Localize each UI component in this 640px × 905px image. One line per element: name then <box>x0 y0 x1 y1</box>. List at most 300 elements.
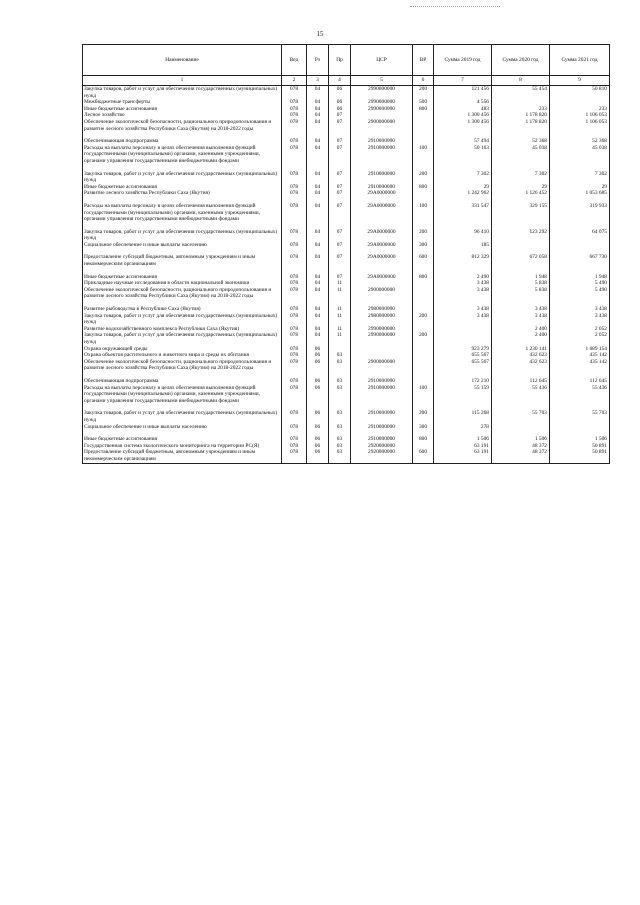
row-sum-2019: 1 242 962 <box>434 190 492 197</box>
row-csr: 2910000000 <box>351 138 413 145</box>
row-csr: 2910000000 <box>351 171 413 184</box>
table-row <box>83 99 610 106</box>
row-sum-2019: 96 410 <box>434 229 492 242</box>
row-ved: 078 <box>282 306 307 313</box>
budget-table <box>82 44 610 464</box>
row-vr <box>413 119 434 132</box>
row-sum-2019: 63 191 <box>434 443 492 450</box>
row-sum-2020: 432 623 <box>492 359 550 372</box>
table-row <box>83 119 610 132</box>
row-sum-2021: 1 053 685 <box>550 190 610 197</box>
row-csr <box>351 112 413 119</box>
row-pr: 03 <box>329 449 351 463</box>
row-ved: 078 <box>282 313 307 326</box>
row-sum-2020: 1 126 452 <box>492 190 550 197</box>
row-pr: 06 <box>329 99 351 106</box>
row-sum-2021: 52 368 <box>550 138 610 145</box>
table-row <box>83 138 610 145</box>
row-rz: 06 <box>307 385 329 405</box>
row-vr <box>413 443 434 450</box>
row-name: Расходы на выплаты персоналу в целях обеспечения выполнения функций государственными (муниципальными) органами, казенными учреждениями, органами управления государственными внебюджетными фондами <box>83 385 282 405</box>
row-csr: 29А0000000 <box>351 190 413 197</box>
row-name: Межбюджетные трансферты <box>83 99 282 106</box>
row-rz: 04 <box>307 145 329 165</box>
row-rz: 06 <box>307 424 329 431</box>
row-sum-2020: 112 645 <box>492 378 550 385</box>
table-row <box>83 385 610 405</box>
row-ved: 078 <box>282 119 307 132</box>
col-number: 4 <box>329 76 351 86</box>
row-vr: 100 <box>413 145 434 165</box>
row-ved: 078 <box>282 359 307 372</box>
row-sum-2019: 2 490 <box>434 274 492 281</box>
row-sum-2021: 1 689 154 <box>550 346 610 353</box>
row-sum-2019: 483 <box>434 106 492 113</box>
table-header-row <box>83 45 610 76</box>
row-name: Обеспечение экологической безопасности, рационального природопользования и развитие лесного хозяйства Республики Саха (Якутия) на 2018-2022 годы <box>83 359 282 372</box>
row-sum-2019 <box>434 326 492 333</box>
table-row <box>83 306 610 313</box>
table-row <box>83 313 610 326</box>
row-sum-2021: 3 438 <box>550 306 610 313</box>
row-ved: 078 <box>282 138 307 145</box>
row-pr: 03 <box>329 352 351 359</box>
row-pr: 07 <box>329 274 351 281</box>
row-sum-2019: 4 556 <box>434 99 492 106</box>
row-vr <box>413 378 434 385</box>
row-vr: 300 <box>413 242 434 249</box>
row-name: Обеспечение экологической безопасности, рационального природопользования и развитие лесного хозяйства Республики Саха (Якутия) на 2018-2022 годы <box>83 287 282 300</box>
row-rz: 04 <box>307 171 329 184</box>
row-csr <box>351 346 413 353</box>
row-sum-2020: 45 038 <box>492 145 550 165</box>
row-rz: 04 <box>307 138 329 145</box>
row-rz: 06 <box>307 443 329 450</box>
header-rz: Рз <box>307 45 329 76</box>
row-sum-2020: 48 372 <box>492 443 550 450</box>
col-number: 5 <box>351 76 413 86</box>
row-ved: 078 <box>282 145 307 165</box>
row-sum-2019: 3 438 <box>434 287 492 300</box>
row-vr <box>413 287 434 300</box>
row-pr <box>329 346 351 353</box>
row-name: Расходы на выплаты персоналу в целях обеспечения выполнения функций государственными (муниципальными) органами, казенными учреждениями, органами управления государственными внебюджетными фондами <box>83 203 282 223</box>
row-rz: 06 <box>307 359 329 372</box>
row-pr: 07 <box>329 171 351 184</box>
header-2021: Сумма 2021 год <box>550 45 610 76</box>
row-ved: 078 <box>282 184 307 191</box>
row-sum-2019: 1 506 <box>434 436 492 443</box>
row-sum-2020: 1 178 820 <box>492 119 550 132</box>
row-pr: 07 <box>329 242 351 249</box>
row-pr: 07 <box>329 138 351 145</box>
table-row <box>83 352 610 359</box>
row-vr: 800 <box>413 274 434 281</box>
row-vr: 300 <box>413 424 434 431</box>
row-vr: 200 <box>413 410 434 423</box>
row-sum-2021: 50 891 <box>550 443 610 450</box>
row-sum-2020: 55 454 <box>492 86 550 100</box>
row-pr: 11 <box>329 313 351 326</box>
row-pr: 03 <box>329 443 351 450</box>
row-name: Расходы на выплаты персоналу в целях обеспечения выполнения функций государственными (муниципальными) органами, казенными учреждениями, органами управления государственными внебюджетными фондами <box>83 145 282 165</box>
row-pr: 07 <box>329 119 351 132</box>
row-rz: 04 <box>307 119 329 132</box>
row-sum-2021 <box>550 424 610 431</box>
col-number: 7 <box>434 76 492 86</box>
row-ved: 078 <box>282 86 307 100</box>
row-pr: 07 <box>329 145 351 165</box>
row-vr: 500 <box>413 99 434 106</box>
row-sum-2020: 432 623 <box>492 352 550 359</box>
row-csr: 2910000000 <box>351 424 413 431</box>
row-ved: 078 <box>282 254 307 267</box>
row-vr: 200 <box>413 229 434 242</box>
row-rz: 06 <box>307 436 329 443</box>
row-pr: 11 <box>329 306 351 313</box>
row-rz: 04 <box>307 332 329 345</box>
row-rz: 04 <box>307 254 329 267</box>
row-csr: 2920000000 <box>351 449 413 463</box>
row-sum-2019: 1 300 456 <box>434 112 492 119</box>
row-csr: 2990000000 <box>351 332 413 345</box>
column-number-row <box>83 76 610 86</box>
row-rz: 04 <box>307 242 329 249</box>
row-vr: 600 <box>413 254 434 267</box>
table-row <box>83 145 610 165</box>
row-csr: 2980000000 <box>351 313 413 326</box>
row-ved: 078 <box>282 190 307 197</box>
table-row <box>83 229 610 242</box>
row-pr: 03 <box>329 436 351 443</box>
row-name: Закупка товаров, работ и услуг для обеспечения государственных (муниципальных) нужд <box>83 229 282 242</box>
row-rz: 04 <box>307 203 329 223</box>
row-ved: 078 <box>282 443 307 450</box>
row-sum-2021: 45 038 <box>550 145 610 165</box>
row-pr: 07 <box>329 112 351 119</box>
row-sum-2021: 1 106 053 <box>550 119 610 132</box>
col-number: 8 <box>492 76 550 86</box>
row-pr: 07 <box>329 184 351 191</box>
row-pr: 07 <box>329 203 351 223</box>
row-sum-2019: 121 456 <box>434 86 492 100</box>
row-vr: 200 <box>413 171 434 184</box>
row-sum-2019: 278 <box>434 424 492 431</box>
row-pr: 11 <box>329 287 351 300</box>
table-row <box>83 112 610 119</box>
row-csr: 2990000000 <box>351 99 413 106</box>
row-sum-2020: 233 <box>492 106 550 113</box>
row-csr: 29А0000000 <box>351 203 413 223</box>
table-row <box>83 378 610 385</box>
row-rz: 04 <box>307 86 329 100</box>
row-sum-2020: 1 178 820 <box>492 112 550 119</box>
row-vr <box>413 326 434 333</box>
row-vr <box>413 352 434 359</box>
row-rz: 06 <box>307 449 329 463</box>
row-csr: 2980000000 <box>351 306 413 313</box>
row-rz: 04 <box>307 287 329 300</box>
row-csr: 29А0000000 <box>351 274 413 281</box>
row-sum-2021: 7 302 <box>550 171 610 184</box>
row-sum-2020: 2 400 <box>492 326 550 333</box>
row-sum-2021: 435 142 <box>550 352 610 359</box>
row-ved: 078 <box>282 229 307 242</box>
table-row <box>83 410 610 423</box>
row-vr: 200 <box>413 86 434 100</box>
row-rz: 04 <box>307 326 329 333</box>
row-sum-2019: 55 159 <box>434 385 492 405</box>
row-sum-2019: 50 163 <box>434 145 492 165</box>
row-name: Предоставление субсидий бюджетным, автономным учреждениям и иным некоммерческим организациям <box>83 449 282 463</box>
row-ved: 078 <box>282 287 307 300</box>
row-name: Государственная система экологического мониторинга на территории РС(Я) <box>83 443 282 450</box>
row-sum-2020: 329 155 <box>492 203 550 223</box>
row-rz: 04 <box>307 306 329 313</box>
row-pr: 11 <box>329 280 351 287</box>
row-sum-2019: 185 <box>434 242 492 249</box>
row-name: Лесное хозяйство <box>83 112 282 119</box>
row-vr: 200 <box>413 332 434 345</box>
row-sum-2021: 319 933 <box>550 203 610 223</box>
row-name: Развитие лесного хозяйства Республики Саха (Якутия) <box>83 190 282 197</box>
row-name: Иные бюджетные ассигнования <box>83 436 282 443</box>
row-name: Закупка товаров, работ и услуг для обеспечения государственных (муниципальных) нужд <box>83 86 282 100</box>
row-sum-2021: 112 645 <box>550 378 610 385</box>
row-ved: 078 <box>282 171 307 184</box>
row-sum-2020: 1 948 <box>492 274 550 281</box>
row-sum-2021 <box>550 242 610 249</box>
row-sum-2019: 29 <box>434 184 492 191</box>
row-name: Закупка товаров, работ и услуг для обеспечения государственных (муниципальных) нужд <box>83 410 282 423</box>
row-name: Прикладные научные исследования в области национальной экономики <box>83 280 282 287</box>
row-sum-2020: 52 368 <box>492 138 550 145</box>
row-sum-2021: 233 <box>550 106 610 113</box>
row-ved: 078 <box>282 346 307 353</box>
row-vr: 800 <box>413 184 434 191</box>
row-rz: 04 <box>307 274 329 281</box>
row-sum-2020: 2 400 <box>492 332 550 345</box>
row-sum-2021: 55 436 <box>550 385 610 405</box>
row-vr: 100 <box>413 203 434 223</box>
row-csr: 2900000000 <box>351 119 413 132</box>
row-csr: 2990000000 <box>351 326 413 333</box>
row-ved: 078 <box>282 242 307 249</box>
row-sum-2021: 2 052 <box>550 326 610 333</box>
row-sum-2020: 55 436 <box>492 385 550 405</box>
row-csr: 2910000000 <box>351 184 413 191</box>
row-csr: 2900000000 <box>351 359 413 372</box>
row-pr: 03 <box>329 359 351 372</box>
row-sum-2020: 29 <box>492 184 550 191</box>
col-number: 9 <box>550 76 610 86</box>
header-2020: Сумма 2020 год <box>492 45 550 76</box>
header-csr: ЦСР <box>351 45 413 76</box>
row-sum-2020: 1 230 141 <box>492 346 550 353</box>
row-name: Охрана объектов растительного и животного мира и среды их обитания <box>83 352 282 359</box>
row-pr: 07 <box>329 254 351 267</box>
row-vr <box>413 112 434 119</box>
row-sum-2019: 812 329 <box>434 254 492 267</box>
table-row <box>83 106 610 113</box>
row-csr: 2990000000 <box>351 86 413 100</box>
row-sum-2019: 3 438 <box>434 280 492 287</box>
table-row <box>83 359 610 372</box>
row-csr: 2920000000 <box>351 443 413 450</box>
row-sum-2019: 655 567 <box>434 352 492 359</box>
row-ved: 078 <box>282 385 307 405</box>
row-sum-2020: 1 506 <box>492 436 550 443</box>
header-ved: Вед <box>282 45 307 76</box>
row-sum-2019 <box>434 332 492 345</box>
table-row <box>83 203 610 223</box>
row-pr: 03 <box>329 424 351 431</box>
row-pr: 07 <box>329 229 351 242</box>
row-sum-2020: 123 292 <box>492 229 550 242</box>
row-sum-2019: 115 268 <box>434 410 492 423</box>
row-csr: 29А0000000 <box>351 254 413 267</box>
row-sum-2021: 667 730 <box>550 254 610 267</box>
row-name: Обеспечивающая подпрограмма <box>83 378 282 385</box>
row-ved: 078 <box>282 424 307 431</box>
table-row <box>83 424 610 431</box>
row-sum-2019: 63 191 <box>434 449 492 463</box>
row-name: Иные бюджетные ассигнования <box>83 184 282 191</box>
row-name: Обеспечение экологической безопасности, рационального природопользования и развитие лесного хозяйства Республики Саха (Якутия) на 2018-2022 годы <box>83 119 282 132</box>
row-pr: 03 <box>329 385 351 405</box>
row-ved: 078 <box>282 326 307 333</box>
row-vr <box>413 306 434 313</box>
row-csr: 2910000000 <box>351 145 413 165</box>
row-name: Охрана окружающей среды <box>83 346 282 353</box>
col-number: 2 <box>282 76 307 86</box>
row-ved: 078 <box>282 378 307 385</box>
row-sum-2021: 1 506 <box>550 436 610 443</box>
row-ved: 078 <box>282 436 307 443</box>
row-sum-2019: 3 438 <box>434 306 492 313</box>
row-ved: 078 <box>282 106 307 113</box>
row-sum-2021: 2 052 <box>550 332 610 345</box>
row-ved: 078 <box>282 274 307 281</box>
row-rz: 06 <box>307 378 329 385</box>
table-row <box>83 86 610 100</box>
col-number: 6 <box>413 76 434 86</box>
row-name: Закупка товаров, работ и услуг для обеспечения государственных (муниципальных) нужд <box>83 171 282 184</box>
row-name: Обеспечивающая подпрограмма <box>83 138 282 145</box>
row-sum-2021: 435 142 <box>550 359 610 372</box>
row-rz: 04 <box>307 313 329 326</box>
row-sum-2021: 50 891 <box>550 449 610 463</box>
header-name: Наименование <box>83 45 282 76</box>
table-row <box>83 332 610 345</box>
row-sum-2021: 5 490 <box>550 287 610 300</box>
row-rz: 04 <box>307 229 329 242</box>
row-csr: 2990000000 <box>351 106 413 113</box>
row-pr: 11 <box>329 332 351 345</box>
row-sum-2021: 3 438 <box>550 313 610 326</box>
row-csr <box>351 280 413 287</box>
table-body <box>83 86 610 464</box>
row-pr: 06 <box>329 86 351 100</box>
table-row <box>83 280 610 287</box>
row-vr: 200 <box>413 313 434 326</box>
row-csr <box>351 352 413 359</box>
row-sum-2019: 57 494 <box>434 138 492 145</box>
row-name: Закупка товаров, работ и услуг для обеспечения государственных (муниципальных) нужд <box>83 332 282 345</box>
row-csr: 2910000000 <box>351 436 413 443</box>
header-pr: Пр <box>329 45 351 76</box>
row-sum-2020: 3 438 <box>492 306 550 313</box>
row-vr: 600 <box>413 449 434 463</box>
row-name: Иные бюджетные ассигнования <box>83 274 282 281</box>
row-rz: 06 <box>307 410 329 423</box>
table-row <box>83 254 610 267</box>
header-2019: Сумма 2019 год <box>434 45 492 76</box>
row-csr: 29А0000000 <box>351 229 413 242</box>
row-sum-2021: 1 106 053 <box>550 112 610 119</box>
row-sum-2020: 5 838 <box>492 287 550 300</box>
row-ved: 078 <box>282 99 307 106</box>
row-sum-2021: 5 490 <box>550 280 610 287</box>
row-ved: 078 <box>282 203 307 223</box>
col-number: 1 <box>83 76 282 86</box>
row-pr: 11 <box>329 326 351 333</box>
row-sum-2019: 923 279 <box>434 346 492 353</box>
row-sum-2020 <box>492 424 550 431</box>
row-pr: 03 <box>329 378 351 385</box>
row-sum-2020: 5 838 <box>492 280 550 287</box>
row-name: Предоставление субсидий бюджетным, автономным учреждениям и иным некоммерческим организациям <box>83 254 282 267</box>
table-row <box>83 190 610 197</box>
row-sum-2020: 48 372 <box>492 449 550 463</box>
page-number: 15 <box>316 30 324 38</box>
row-ved: 078 <box>282 280 307 287</box>
row-rz: 04 <box>307 184 329 191</box>
row-sum-2020: 672 058 <box>492 254 550 267</box>
row-pr: 03 <box>329 410 351 423</box>
table-row <box>83 449 610 463</box>
row-csr: 2910000000 <box>351 410 413 423</box>
row-csr: 2900000000 <box>351 287 413 300</box>
row-vr <box>413 280 434 287</box>
row-rz: 06 <box>307 352 329 359</box>
row-pr: 06 <box>329 106 351 113</box>
row-sum-2020: 3 438 <box>492 313 550 326</box>
table-row <box>83 171 610 184</box>
row-sum-2021: 50 810 <box>550 86 610 100</box>
row-name: Иные бюджетные ассигнования <box>83 106 282 113</box>
table-row <box>83 287 610 300</box>
row-rz: 06 <box>307 346 329 353</box>
row-sum-2019: 172 210 <box>434 378 492 385</box>
col-number: 3 <box>307 76 329 86</box>
row-vr <box>413 138 434 145</box>
row-sum-2019: 331 547 <box>434 203 492 223</box>
row-name: Социальное обеспечение и иные выплаты населению <box>83 242 282 249</box>
row-sum-2019: 655 567 <box>434 359 492 372</box>
row-ved: 078 <box>282 410 307 423</box>
row-sum-2019: 1 300 456 <box>434 119 492 132</box>
row-sum-2019: 3 438 <box>434 313 492 326</box>
row-vr: 100 <box>413 385 434 405</box>
row-sum-2019: 7 302 <box>434 171 492 184</box>
row-ved: 078 <box>282 332 307 345</box>
row-sum-2020: 7 302 <box>492 171 550 184</box>
table-row <box>83 242 610 249</box>
header-vr: ВР <box>413 45 434 76</box>
row-rz: 04 <box>307 99 329 106</box>
row-sum-2021: 29 <box>550 184 610 191</box>
